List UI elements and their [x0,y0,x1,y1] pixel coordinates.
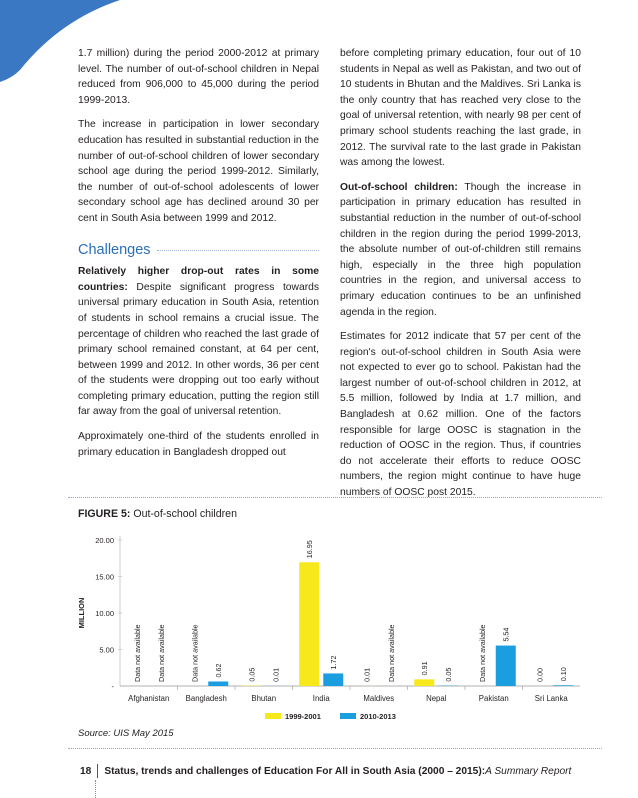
footer-subtitle: A Summary Report [485,765,572,777]
y-axis-label: MILLION [77,597,86,629]
challenges-heading [78,243,319,259]
x-category-label: Maldives [363,694,395,703]
y-tick-label: 5.00 [99,645,114,655]
bar-value-label: 0.10 [559,667,569,682]
bar-value-label: Data not available [156,624,166,682]
challenges-heading-text: Challenges [78,241,151,258]
y-tick-label: 10.00 [95,609,114,618]
legend-label: 2010-2013 [360,712,396,720]
y-tick-label: 15.00 [95,572,114,582]
page-number: 18 [80,765,92,777]
dropout-body: Despite significant progress towards universal primary education in South Asia, retention of students in school remains a crucial issue. The percentage of children who reached the last grade of primary school remained constant, at 64 per cent, between 1999 and 2012. In other words, 36 per cent of the students were dropping out too early without completing primary education, putting the region still far away from the goal of universal retention. [78,281,319,418]
x-category-label: Afghanistan [128,694,170,703]
bar-pakistan-2010-2013 [496,646,516,686]
left-paragraph-4: Approximately one-third of the students enrolled in primary education in Bangladesh dropped out [78,431,319,458]
oosc-body: Though the increase in participation in primary education has resulted in substantial reduction in the number of out-of-school children in the region during the period 1999-2013, the absolute number of out-of-children still remains high, especially in the three high population countries in the region, and universal access to primary education continues to be an unfinished agenda in the region. [340,181,581,318]
right-paragraph-3: Estimates for 2012 indicate that 57 per cent of the region's out-of-school children in South Asia were not expected to ever go to school. Pakistan had the largest number of out-of-school children in 2012, at 5.5 million, followed by India at 1.7 million, and Bangladesh at 0.62 million. One of the factors responsible for large OOSC is stagnation in the reduction of OOSC in the region. Thus, if countries do not accelerate their efforts to reduce OOSC numbers, the region might continue to have huge numbers of OOSC post 2015. [340,331,581,499]
footer-title: Status, trends and challenges of Education For All in South Asia (2000 – 2015): [104,765,486,777]
section-divider-bottom [68,748,602,749]
right-column [340,46,581,510]
legend-swatch-2010-2013 [340,713,356,719]
left-paragraph-2: The increase in participation in lower secondary education has resulted in substantial reduction in the number of out-of-school children of lower secondary school age during the period 1999-2012. Similarly, the number of out-of-school adolescents of lower secondary school age has declined around 30 per cent in South Asia between 1999 and 2012. [78,119,319,224]
bar-value-label: Data not available [132,624,142,682]
x-category-label: Pakistan [478,694,509,703]
x-category-label: Bhutan [251,694,277,703]
bar-value-label: Data not available [386,624,396,682]
bar-nepal-1999-2001 [414,679,434,686]
bar-value-label: Data not available [190,624,200,682]
heading-rule [157,250,319,251]
left-paragraph-3 [78,264,319,420]
bar-value-label: 0.01 [271,667,281,682]
right-paragraph-2 [340,180,581,320]
section-divider-top [68,497,602,498]
left-paragraph-1: 1.7 million) during the period 2000-2012 at primary level. The number of out-of-school children in Nepal reduced from 906,000 to 45,000 during the period 1999-2013. [78,48,319,106]
bar-value-label: Data not available [477,624,487,682]
bar-value-label: 0.91 [420,661,430,676]
figure-caption: Out-of-school children [130,508,237,520]
x-category-label: Bangladesh [185,694,227,703]
bar-value-label: 16.95 [305,540,315,559]
y-tick-label: 20.00 [95,536,114,545]
footer-dots [95,780,96,798]
x-category-label: Sri Lanka [534,694,568,703]
legend-swatch-1999-2001 [265,713,281,719]
left-column [78,46,319,469]
bar-india-2010-2013 [323,673,343,686]
bar-value-label: 0.05 [444,667,454,682]
figure-title [78,508,237,520]
legend-label: 1999-2001 [285,712,321,720]
bar-value-label: 0.00 [535,668,545,682]
page-footer [80,764,571,778]
figure-label: FIGURE 5: [78,508,131,520]
bar-value-label: 0.01 [362,667,372,682]
oosc-lead: Out-of-school children: [340,181,458,193]
x-category-label: Nepal [426,694,447,703]
bar-india-1999-2001 [299,562,319,686]
right-paragraph-1: before completing primary education, four out of 10 students in Nepal as well as Pakistan, and two out of 10 students in Bhutan and the Maldives. Sri Lanka is the only country that has reached very close to the goal of universal retention, with nearly 98 per cent of primary school students reaching the last grade, in 2012. The survival rate to the last grade in Pakistan was among the lowest. [340,48,581,169]
oosc-bar-chart [70,530,590,720]
x-category-label: India [312,694,330,703]
bar-sri-lanka-2010-2013 [553,685,573,686]
footer-separator [97,764,98,778]
bar-value-label: 0.05 [247,667,257,682]
bar-bangladesh-2010-2013 [208,681,228,686]
figure-source: Source: UIS May 2015 [78,728,174,739]
dropout-lead: Relatively higher drop-out rates in some countries: [78,266,319,293]
bar-value-label: 5.54 [501,627,511,642]
y-tick-label: - [111,682,114,691]
bar-value-label: 0.62 [214,663,224,678]
bar-value-label: 1.72 [329,655,339,670]
